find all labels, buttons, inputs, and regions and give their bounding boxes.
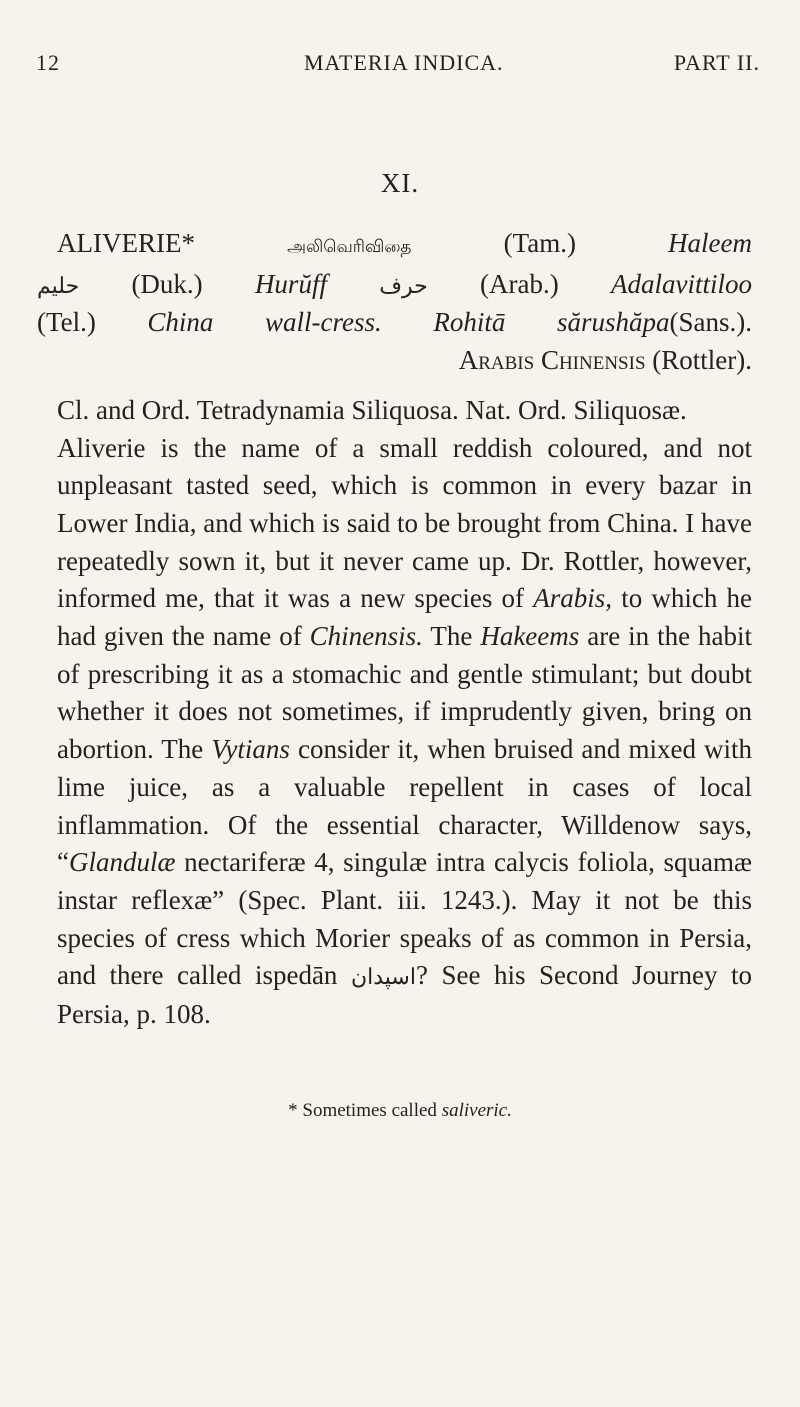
telugu-tag: (Tel.) — [37, 307, 96, 338]
sanskrit-tag: (Sans.). — [669, 307, 752, 338]
latin-name: Arabis Chinensis — [458, 345, 646, 376]
chinensis-term: Chinensis. — [309, 621, 423, 652]
footnote-text: * Sometimes called — [288, 1100, 437, 1121]
classification-paragraph: Cl. and Ord. Tetradynamia Siliquosa. Nat. Ord. Siliquosæ. — [57, 394, 687, 425]
persian-script: اسپدان — [350, 964, 416, 990]
dukhni-tag: (Duk.) — [131, 268, 203, 299]
tamil-script: அலிவெரிவிதை — [287, 237, 412, 256]
huruff-name: Hurŭff — [254, 268, 327, 299]
haleem-name: Haleem — [668, 228, 752, 258]
latin-author: (Rottler). — [652, 345, 752, 376]
running-title: MATERIA INDICA. — [304, 50, 504, 75]
arabis-term: Arabis, — [533, 583, 612, 614]
entry-aliverie — [37, 225, 752, 1034]
entry-heading-line-3 — [37, 304, 752, 342]
arabic-tag: (Arab.) — [480, 268, 559, 299]
arabic-script: حرف — [379, 272, 428, 298]
section-number: XI. — [380, 168, 420, 198]
vytians-term: Vytians — [211, 734, 290, 765]
page-number: 12 — [36, 50, 60, 75]
entry-heading-line-1 — [37, 225, 752, 266]
entry-name: ALIVERIE* — [57, 228, 195, 258]
entry-heading-line-2 — [37, 266, 752, 305]
entry-heading-line-4 — [37, 342, 752, 380]
part-label: PART II. — [673, 50, 760, 75]
description-paragraph: Aliverie is the name of a small reddish coloured, and not unpleasant tasted seed, which is common in every bazar in Lower India, and which is said to be brought from China. I have repeatedly sown it, but it never came up. Dr. Rottler, however, informed me, that it was a new species of Arabis, to which he had given the name of Chinensis. The Hakeems are in the habit of prescribing it as a stomachic and gentle stimulant; but doubt whether it does not sometimes, if imprudently given, bring on abortion. The Vytians consider it, when bruised and mixed with lime juice, as a valuable repellent in cases of local inflammation. Of the essential character, Willdenow says, “Glandulæ nectariferæ 4, singulæ intra calycis foliola, squamæ instar reflexæ” (Spec. Plant. iii. 1243.). May it not be this species of cress which Morier speaks of as common in Persia, and there called ispedān اسپدان? See his Second Journey to Persia, p. 108. — [57, 432, 753, 1030]
hakeems-term: Hakeems — [480, 621, 580, 652]
telugu-name: Adalavittiloo — [611, 268, 753, 299]
running-header — [36, 50, 760, 84]
footnote — [0, 1100, 800, 1122]
dukhni-script: حلیم — [37, 272, 80, 298]
glandulae-term: Glandulæ — [68, 847, 176, 878]
english-name: China wall-cress. — [147, 307, 382, 338]
sanskrit-name: Rohitā sărushăpa — [433, 307, 670, 338]
tamil-tag: (Tam.) — [503, 228, 576, 258]
footnote-term: saliveric. — [441, 1100, 512, 1121]
